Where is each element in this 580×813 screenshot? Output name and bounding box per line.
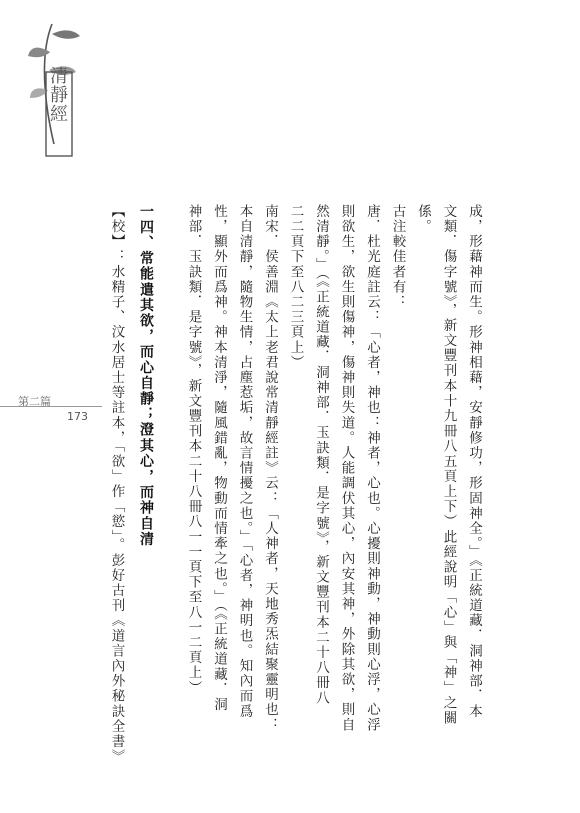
text-line: 神部．玉訣類．是字號》，新文豐刊本二十八冊八一一頁下至八一二頁上）	[185, 204, 202, 696]
section-label: 第二篇	[18, 395, 51, 408]
page-number: 173	[67, 410, 88, 423]
text-line: 唐．杜光庭註云：「心者，神也：神者，心也。心擾則神動，神動則心浮，心浮	[364, 204, 380, 733]
book-title-logo-text: 清靜經	[47, 66, 68, 123]
text-line: 性，顯外而爲神。神本清淨，隨風錯亂，物動而情牽之也。」（《正統道藏．洞	[211, 204, 227, 713]
collation-note: 【校】：水精子、汶水居士等註本，「欲」作「慾」。彭好古刊《道言內外秘訣全書》	[108, 204, 125, 765]
text-line: 本自清靜，隨物生情，占塵惹垢，故言情擾之也。」「心者，神明也。知內而爲	[236, 204, 253, 719]
main-text	[103, 204, 486, 764]
text-line: 古注較佳者有：	[389, 204, 406, 310]
text-line: 係。	[415, 204, 431, 235]
text-line: 則欲生，欲生則傷神，傷神則失道。人能調伏其心，內安其神，外除其欲，則自	[338, 204, 355, 733]
section-heading: 一四、常能遣其欲，而心自靜；澄其心，而神自清	[138, 204, 154, 548]
text-line: 成，形藉神而生。形神相藉，安靜修功，形固神全。」《正統道藏．洞神部．本	[466, 204, 482, 719]
text-line: 南宋．侯善淵《太上老君說常清靜經註》云：「人神者，天地秀炁結聚靈明也：	[262, 204, 278, 733]
text-line: 二二頁下至八二三頁上）	[287, 204, 304, 371]
footer-rule	[0, 406, 102, 407]
text-line: 然清靜。」（《正統道藏．洞神部．玉訣類．是字號》，新文豐刊本二十八冊八	[313, 204, 329, 706]
text-line: 文類．傷字號》，新文豐刊本十九冊八五頁上下）此經說明「心」與「神」之關	[440, 204, 457, 726]
